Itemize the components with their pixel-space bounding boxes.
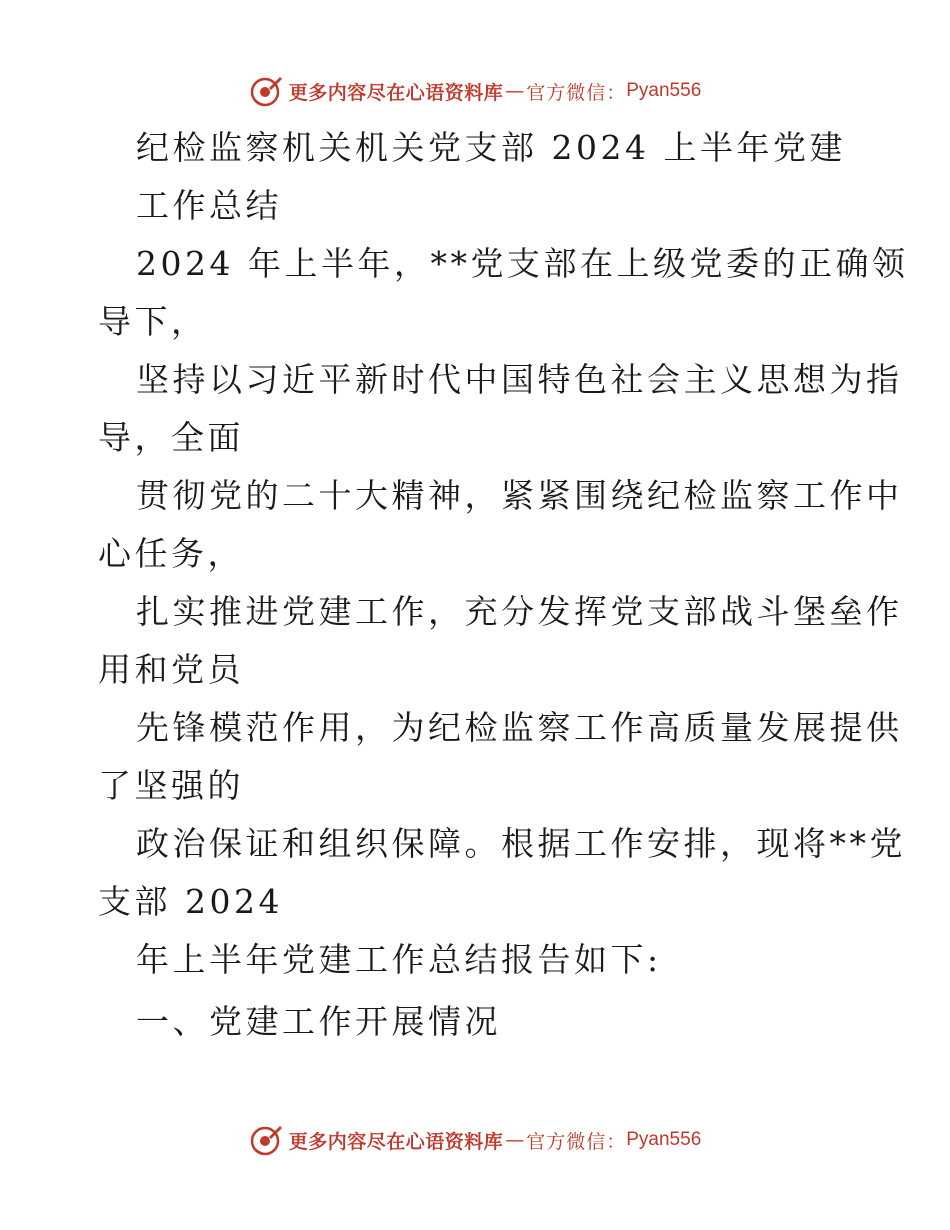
doc-paragraph-line: 支部 2024 [98,882,283,921]
watermark-official-label: 官方微信： [526,1130,627,1153]
doc-paragraph-line: 年上半年党建工作总结报告如下: [136,940,662,979]
watermark-text: 更多内容尽在心语资料库 [288,81,504,104]
pen-logo-icon [249,1123,283,1157]
footer-watermark [0,1120,950,1160]
doc-title-line-2: 工作总结 [136,186,282,225]
pen-logo-icon [249,74,283,108]
doc-paragraph-line: 用和党员 [98,650,244,689]
doc-paragraph-line: 心任务， [98,534,244,573]
watermark-separator: — [505,80,525,102]
watermark-wechat-id: Pyan556 [626,1129,702,1150]
section-heading: 一、党建工作开展情况 [136,1002,501,1041]
doc-paragraph-line: 扎实推进党建工作，充分发挥党支部战斗堡垒作 [136,592,903,631]
watermark-official-label: 官方微信： [526,81,627,104]
watermark-text: 更多内容尽在心语资料库 [288,1130,504,1153]
doc-paragraph-line: 导，全面 [98,418,244,457]
doc-paragraph-line: 坚持以习近平新时代中国特色社会主义思想为指 [136,360,903,399]
doc-paragraph-line: 导下， [98,302,208,341]
doc-paragraph-line: 了坚强的 [98,766,244,805]
doc-title-line-1: 纪检监察机关机关党支部 2024 上半年党建 [136,128,846,167]
header-watermark [0,71,950,111]
doc-paragraph-line: 贯彻党的二十大精神，紧紧围绕纪检监察工作中 [136,476,903,515]
doc-paragraph-line: 先锋模范作用，为纪检监察工作高质量发展提供 [136,708,903,747]
doc-paragraph-line: 政治保证和组织保障。根据工作安排，现将**党 [136,824,906,863]
doc-paragraph-line: 2024 年上半年，**党支部在上级党委的正确领 [136,244,909,283]
watermark-wechat-id: Pyan556 [626,80,702,101]
watermark-separator: — [505,1129,525,1151]
